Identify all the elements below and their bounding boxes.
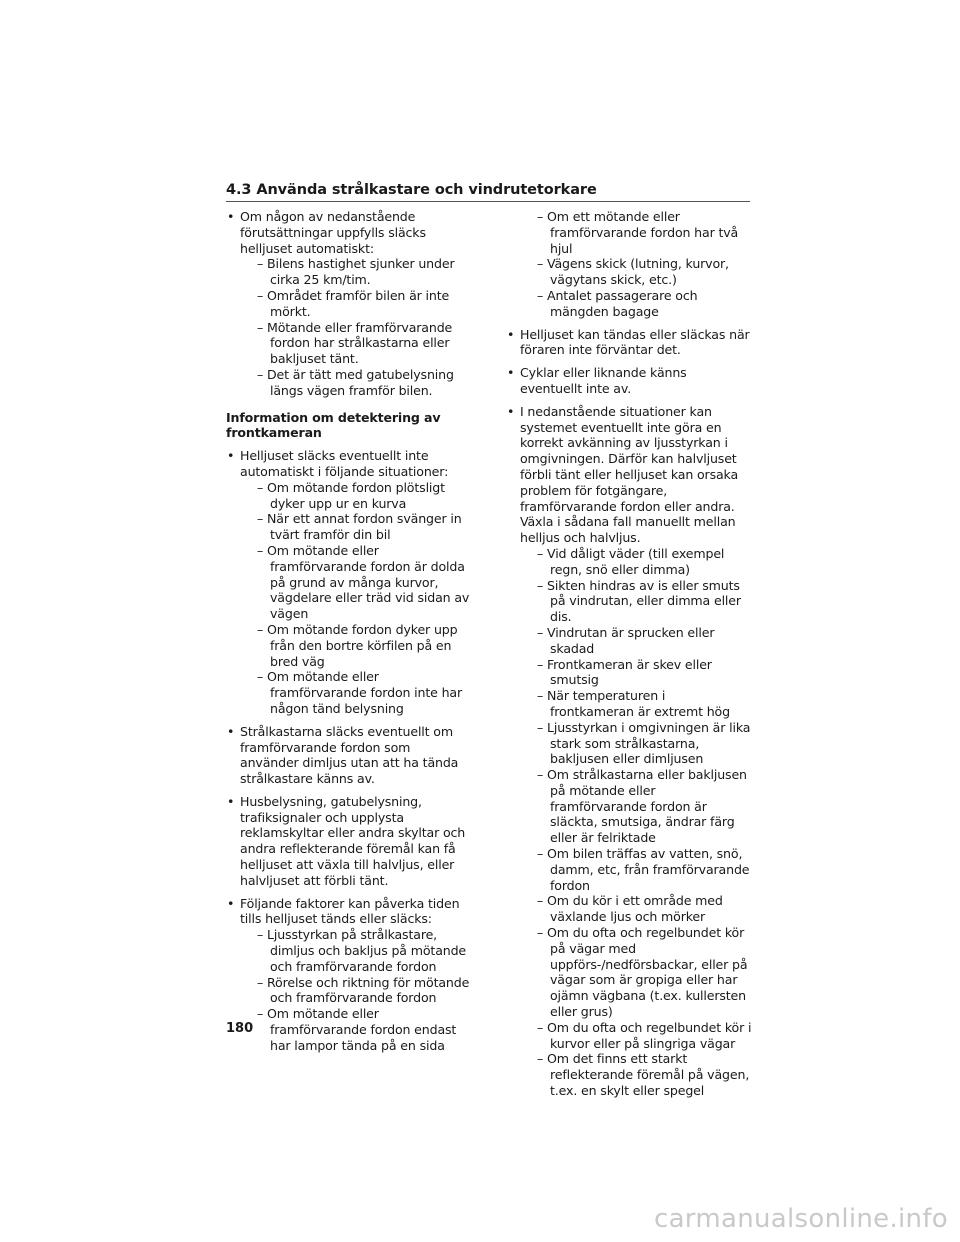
sub-item: – Mötande eller framförvarande fordon har strålkastarna eller bakljuset tänt. bbox=[257, 319, 453, 367]
sub-item: – Rörelse och riktning för mötande och framförvarande fordon bbox=[257, 974, 470, 1006]
sub-item: – Ljusstyrkan i omgivningen är lika stark som strålkastarna, bakljusen eller dimljusen bbox=[537, 719, 751, 767]
section-title: 4.3 Använda strålkastare och vindrutetorkare bbox=[226, 182, 597, 198]
sub-item: – Om ett mötande eller framförvarande fordon har två hjul bbox=[537, 209, 739, 256]
subsection-heading: Information om detektering av frontkameran bbox=[226, 409, 441, 441]
sub-item: – När temperaturen i frontkameran är extremt hög bbox=[537, 688, 730, 719]
sub-item: – Antalet passagerare och mängden bagage bbox=[537, 287, 698, 319]
bullet-text: Helljuset kan tändas eller släckas när föraren inte förväntar det. bbox=[520, 326, 750, 358]
bullet-item bbox=[226, 724, 472, 787]
bullet-item bbox=[226, 794, 472, 889]
sub-item: – När ett annat fordon svänger in tvärt framför din bil bbox=[257, 511, 462, 543]
sub-item: – Om du kör i ett område med växlande ljus och mörker bbox=[537, 893, 723, 925]
bullet-icon: • bbox=[507, 403, 515, 419]
bullet-text: Cyklar eller liknande känns eventuellt inte av. bbox=[520, 365, 687, 396]
bullet-text: Husbelysning, gatubelysning, trafiksignaler och upplysta reklamskyltar eller andra skyltar och andra reflekterande föremål kan få helljuset att växla till halvljus, eller halvljuset att förbli tänt. bbox=[240, 793, 466, 888]
bullet-text: Följande faktorer kan påverka tiden tills helljuset tänds eller släcks: bbox=[240, 895, 460, 927]
left-column bbox=[226, 209, 472, 1061]
bullet-item bbox=[506, 404, 752, 1099]
sub-item: – Det är tätt med gatubelysning längs vägen framför bilen. bbox=[257, 366, 454, 398]
sub-item: – Vindrutan är sprucken eller skadad bbox=[537, 624, 715, 656]
sub-item: – Om du ofta och regelbundet kör på vägar med uppförs-/nedförsbackar, eller på vägar som är gropiga eller har ojämn vägbana (t.ex. kullersten eller grus) bbox=[537, 925, 748, 1020]
sub-item: – Om du ofta och regelbundet kör i kurvor eller på slingriga vägar bbox=[537, 1019, 752, 1051]
watermark: carmanualsonline.info bbox=[653, 1204, 948, 1234]
sub-item: – Sikten hindras av is eller smuts på vindrutan, eller dimma eller dis. bbox=[537, 577, 741, 625]
bullet-text: Helljuset släcks eventuellt inte automatiskt i följande situationer: bbox=[240, 448, 449, 479]
bullet-icon: • bbox=[227, 895, 235, 911]
bullet-item bbox=[226, 209, 472, 399]
sub-item: – Ljusstyrkan på strålkastare, dimljus och bakljus på mötande och framförvarande fordon bbox=[257, 927, 467, 974]
sub-item: – Om strålkastarna eller bakljusen på mötande eller framförvarande fordon är släckta, smutsiga, ändrar färg eller är felriktade bbox=[537, 767, 747, 846]
bullet-icon: • bbox=[507, 365, 515, 381]
sub-item: – Vid dåligt väder (till exempel regn, snö eller dimma) bbox=[537, 545, 725, 577]
bullet-text: Om någon av nedanstående förutsättningar uppfylls släcks helljuset automatiskt: bbox=[240, 209, 426, 256]
sub-item: – Om mötande fordon dyker upp från den bortre körfilen på en bred väg bbox=[257, 621, 458, 669]
bullet-text: Strålkastarna släcks eventuellt om framförvarande fordon som använder dimljus utan att ha tända strålkastare känns av. bbox=[240, 723, 459, 787]
bullet-icon: • bbox=[227, 209, 235, 224]
sub-item: – Om bilen träffas av vatten, snö, damm, etc, från framförvarande fordon bbox=[537, 846, 750, 893]
sub-item: – Om mötande eller framförvarande fordon är dolda på grund av många kurvor, vägdelare eller träd vid sidan av vägen bbox=[257, 542, 470, 622]
sub-item: – Om mötande eller framförvarande fordon inte har någon tänd belysning bbox=[257, 669, 463, 716]
bullet-icon: • bbox=[227, 448, 235, 464]
bullet-icon: • bbox=[507, 326, 515, 342]
bullet-item bbox=[226, 896, 472, 1054]
bullet-item bbox=[506, 365, 752, 397]
sub-item: – Bilens hastighet sjunker under cirka 25 km/tim. bbox=[257, 256, 455, 288]
sub-item: – Om mötande eller framförvarande fordon endast har lampor tända på en sida bbox=[257, 1006, 457, 1053]
sub-item: – Om det finns ett starkt reflekterande föremål på vägen, t.ex. en skylt eller spegel bbox=[537, 1051, 750, 1099]
bullet-icon: • bbox=[227, 723, 235, 739]
sub-item: – Om mötande fordon plötsligt dyker upp ur en kurva bbox=[257, 479, 445, 511]
continued-list bbox=[506, 209, 752, 320]
sub-item: – Vägens skick (lutning, kurvor, vägytans skick, etc.) bbox=[537, 256, 729, 288]
bullet-text: I nedanstående situationer kan systemet eventuellt inte göra en korrekt avkänning av ljusstyrkan i omgivningen. Därför kan halvljuset förbli tänt eller helljuset kan orsaka problem för fotgängare, framförvarande fordon eller andra. Växla i sådana fall manuellt mellan helljus och halvljus. bbox=[520, 403, 739, 546]
bullet-icon: • bbox=[227, 793, 235, 809]
bullet-item bbox=[506, 327, 752, 359]
right-column bbox=[506, 209, 752, 1106]
bullet-item bbox=[226, 448, 472, 717]
sub-item: – Frontkameran är skev eller smutsig bbox=[537, 656, 712, 688]
sub-item: – Området framför bilen är inte mörkt. bbox=[257, 287, 450, 319]
section-header bbox=[226, 179, 750, 202]
page-number: 180 bbox=[226, 1021, 254, 1036]
